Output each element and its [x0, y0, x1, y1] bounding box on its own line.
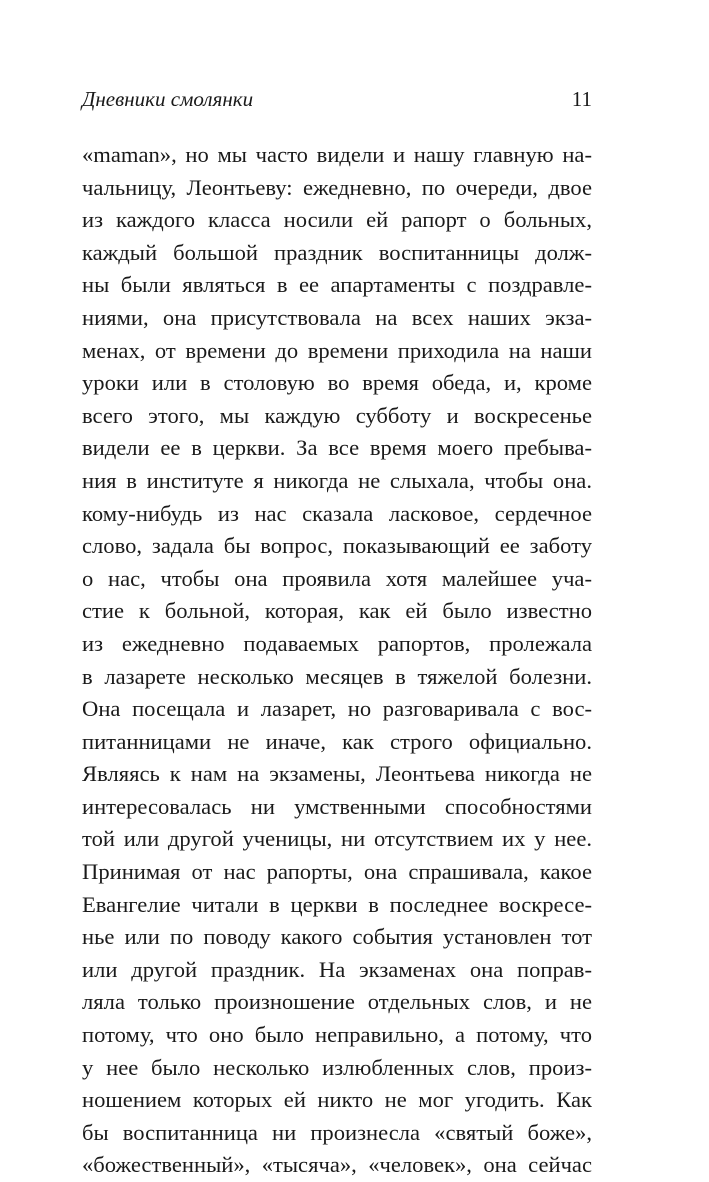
page-header [82, 84, 592, 114]
text-line: стие к больной, которая, как ей было известно [82, 598, 592, 624]
text-line: из ежедневно подаваемых рапортов, пролежала [82, 630, 592, 656]
text-line: интересовалась ни умственными способностями [82, 793, 592, 819]
text-line: Принимая от нас рапорты, она спрашивала, какое [82, 859, 592, 885]
text-line: «божественный», «тысяча», «человек», она сейчас [82, 1152, 592, 1178]
text-line: питанницами не иначе, как строго официально. [82, 728, 592, 754]
text-line: в лазарете несколько месяцев в тяжелой болезни. [82, 663, 592, 689]
text-line: каждый большой праздник воспитанницы долж- [82, 239, 592, 265]
body-text [82, 139, 592, 1182]
text-line: ны были являться в ее апартаменты с поздравле- [82, 272, 592, 298]
text-line: у нее было несколько излюбленных слов, произ- [82, 1054, 592, 1080]
text-line: менах, от времени до времени приходила на наши [82, 337, 592, 363]
text-line: бы воспитанница ни произнесла «святый боже», [82, 1119, 592, 1145]
text-line: потому, что оно было неправильно, а потому, что [82, 1022, 592, 1048]
text-line: ниями, она присутствовала на всех наших экза- [82, 304, 592, 330]
text-line: из каждого класса носили ей рапорт о больных, [82, 207, 592, 233]
text-line: чальницу, Леонтьеву: ежедневно, по очереди, двое [82, 174, 592, 200]
text-line: видели ее в церкви. За все время моего пребыва- [82, 435, 592, 461]
text-line: о нас, чтобы она проявила хотя малейшее уча- [82, 565, 592, 591]
text-line: той или другой ученицы, ни отсутствием их у нее. [82, 826, 592, 852]
page-number: 11 [571, 87, 592, 111]
text-line: нье или по поводу какого события установлен тот [82, 924, 592, 950]
text-line: ния в институте я никогда не слыхала, чтобы она. [82, 467, 592, 493]
text-line: или другой праздник. На экзаменах она поправ- [82, 956, 592, 982]
text-line: Евангелие читали в церкви в последнее воскресе- [82, 891, 592, 917]
text-line: уроки или в столовую во время обеда, и, кроме [82, 370, 592, 396]
running-title: Дневники смолянки [82, 87, 254, 111]
text-line: Она посещала и лазарет, но разговаривала с вос- [82, 696, 592, 722]
text-line: ляла только произношение отдельных слов, и не [82, 989, 592, 1015]
text-line: Являясь к нам на экзамены, Леонтьева никогда не [82, 761, 592, 787]
text-line: кому-нибудь из нас сказала ласковое, сердечное [82, 500, 592, 526]
text-line: ношением которых ей никто не мог угодить. Как [82, 1087, 592, 1113]
text-line: «maman», но мы часто видели и нашу главную на- [82, 142, 592, 167]
text-line: слово, задала бы вопрос, показывающий ее заботу [82, 533, 592, 559]
text-line: всего этого, мы каждую субботу и воскресенье [82, 402, 592, 428]
